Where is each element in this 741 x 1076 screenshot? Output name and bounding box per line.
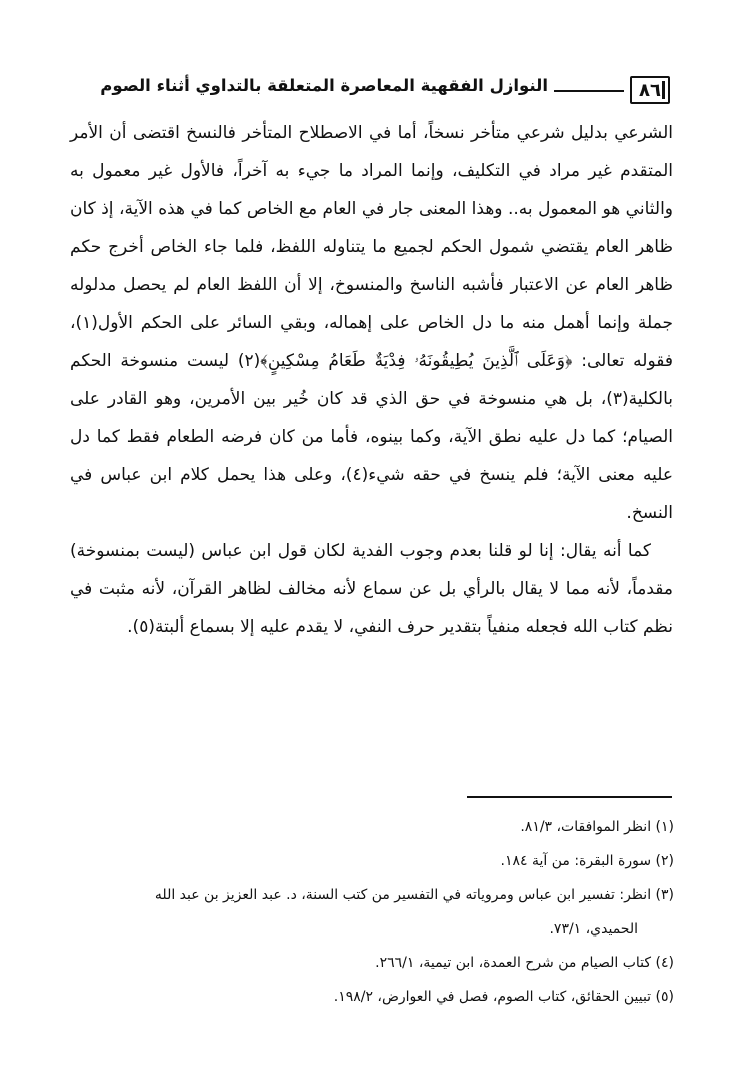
footnote-5: (٥) تبيين الحقائق، كتاب الصوم، فصل في العوارض، ١٩٨/٢.: [333, 989, 674, 1005]
footnote-1: (١) انظر الموافقات، ٨١/٣.: [520, 819, 674, 835]
footnote-3: (٣) انظر: تفسير ابن عباس ومروياته في التفسير من كتب السنة، د. عبد العزيز بن عبد الله: [154, 887, 674, 903]
page-number: [630, 76, 670, 104]
main-text: [70, 114, 673, 646]
footnotes: [70, 810, 674, 1014]
header-rule: [554, 90, 624, 92]
paragraph-2: كما أنه يقال: إنا لو قلنا بعدم وجوب الفدية لكان قول ابن عباس (ليست بمنسوخة) مقدماً، لأنه مما لا يقال بالرأي بل عن سماع لأنه مخالف لظاهر القرآن، لأنه مثبت في نظم كتاب الله فجعله منفياً بتقدير حرف النفي، لا يقدم عليه إلا بسماع ألبتة(٥).: [70, 541, 673, 637]
paragraph-1: الشرعي بدليل شرعي متأخر نسخاً، أما في الاصطلاح المتأخر فالنسخ اقتضى أن الأمر المتقدم غير مراد في التكليف، وإنما المراد ما جيء به آخراً، فالأول غير معمول به والثاني هو المعمول به.. وهذا المعنى جار في العام مع الخاص كما في هذه الآية، إذ كان ظاهر العام يقتضي شمول الحكم لجميع ما يتناوله اللفظ، فلما جاء الخاص أخرج حكم ظاهر العام عن الاعتبار فأشبه الناسخ والمنسوخ، إلا أن اللفظ العام لم يحصل مدلوله جملة وإنما أهمل منه ما دل الخاص على إهماله، وبقي السائر على الحكم الأول(١)، فقوله تعالى: ﴿وَعَلَى ٱلَّذِينَ يُطِيقُونَهُۥ فِدْيَةٌ طَعَامُ مِسْكِينٍ﴾(٢) ليست منسوخة الحكم بالكلية(٣)، بل هي منسوخة في حق الذي قد كان خُير بين الأمرين، وهو القادر على الصيام؛ كما دل عليه نطق الآية، وكما بينوه، فأما من كان فرضه الطعام فقط كما دل عليه معنى الآية؛ فلم ينسخ في حقه شيء(٤)، وعلى هذا يحمل كلام ابن عباس في النسخ.: [70, 123, 674, 523]
footnote-separator: [467, 796, 672, 798]
footnote-3-continuation: الحميدي، ٧٣/١.: [549, 921, 638, 937]
running-title: النوازل الفقهية المعاصرة المتعلقة بالتداوي أثناء الصوم: [100, 76, 548, 95]
running-header: [72, 74, 670, 104]
page-number-text: ٨٦: [639, 79, 661, 101]
footnote-4: (٤) كتاب الصيام من شرح العمدة، ابن تيمية، ٢٦٦/١.: [375, 955, 674, 971]
footnote-2: (٢) سورة البقرة: من آية ١٨٤.: [500, 853, 674, 869]
